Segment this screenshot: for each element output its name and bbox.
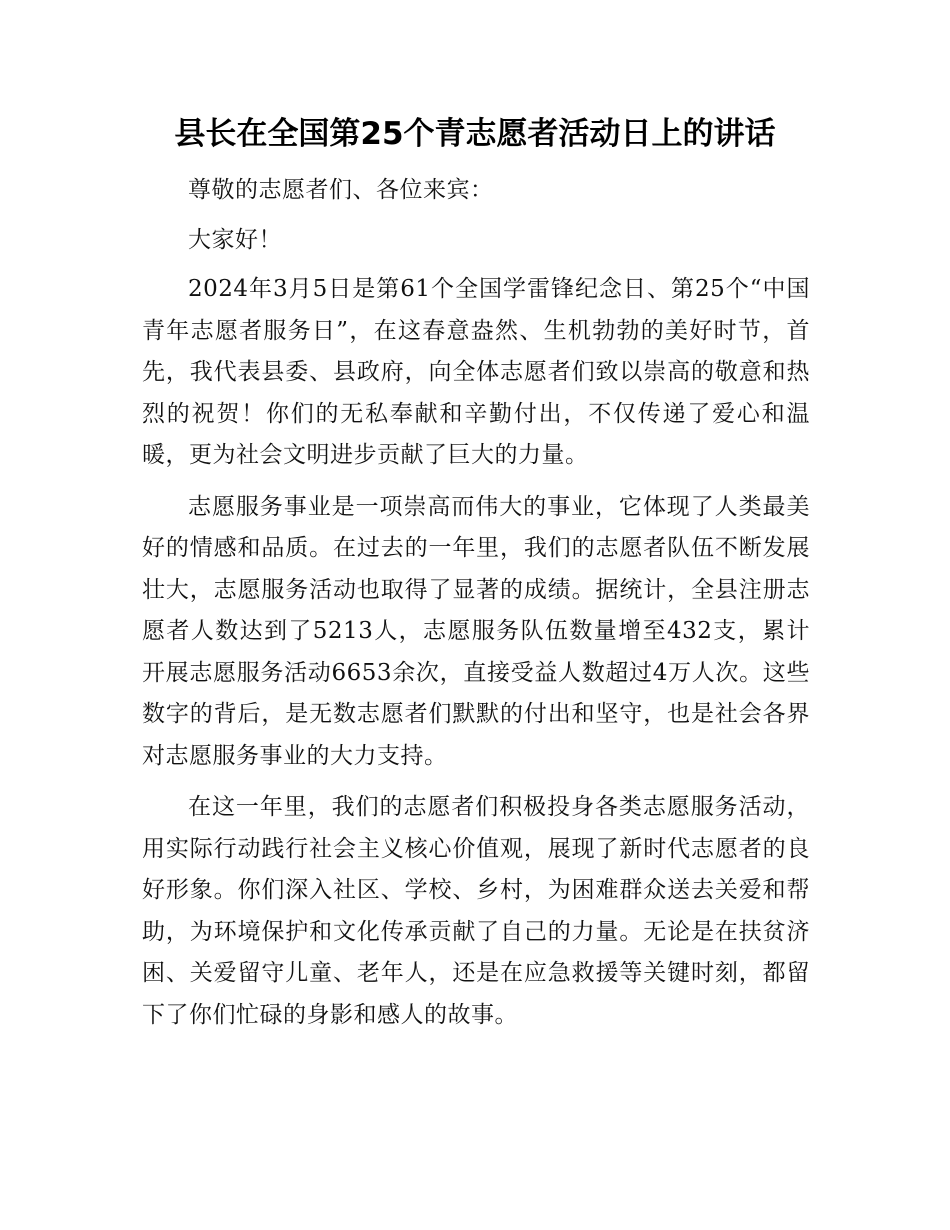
paragraph-3: 在这一年里，我们的志愿者们积极投身各类志愿服务活动，用实际行动践行社会主义核心价值观，展现了新时代志愿者的良好形象。你们深入社区、学校、乡村，为困难群众送去关爱和帮助，为环境保护和文化传承贡献了自己的力量。无论是在扶贫济困、关爱留守儿童、老年人，还是在应急救援等关键时刻，都留下了你们忙碌的身影和感人的故事。	[142, 794, 810, 1028]
document-body	[142, 170, 810, 1036]
paragraph-1: 2024年3月5日是第61个全国学雷锋纪念日、第25个“中国青年志愿者服务日”，在这春意盎然、生机勃勃的美好时节，首先，我代表县委、县政府，向全体志愿者们致以崇高的敬意和热烈的祝贺！你们的无私奉献和辛勤付出，不仅传递了爱心和温暖，更为社会文明进步贡献了巨大的力量。	[142, 276, 810, 468]
salutation: 尊敬的志愿者们、各位来宾：	[188, 177, 494, 203]
greeting: 大家好！	[188, 226, 282, 253]
document-title: 县长在全国第25个青志愿者活动日上的讲话	[174, 116, 776, 152]
paragraph-2: 志愿服务事业是一项崇高而伟大的事业，它体现了人类最美好的情感和品质。在过去的一年里，我们的志愿者队伍不断发展壮大，志愿服务活动也取得了显著的成绩。据统计，全县注册志愿者人数达到了5213人，志愿服务队伍数量增至432支，累计开展志愿服务活动6653余次，直接受益人数超过4万人次。这些数字的背后，是无数志愿者们默默的付出和坚守，也是社会各界对志愿服务事业的大力支持。	[142, 493, 810, 769]
